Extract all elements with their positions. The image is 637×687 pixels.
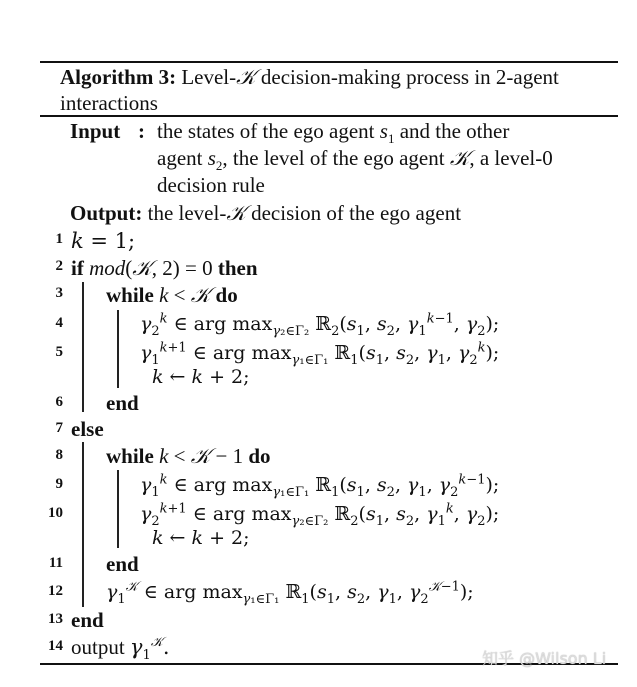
line-number: 6 [55, 394, 63, 410]
line-number: 13 [48, 611, 63, 627]
line-number: 3 [55, 285, 63, 301]
title-symbol: 𝒦 [236, 65, 256, 89]
line-number: 10 [48, 505, 63, 521]
while-block-bar-2 [117, 470, 119, 548]
line-7: else [71, 417, 104, 441]
algorithm-caption-line2: interactions [60, 91, 158, 115]
line-number: 8 [55, 447, 63, 463]
line-10b: k ← k + 2; [152, 527, 250, 549]
mid-rule [40, 115, 618, 117]
input-label: Input [70, 119, 121, 143]
while-block-bar-1 [117, 310, 119, 388]
title-part2: decision-making process in 2-agent [255, 65, 559, 89]
output-row: Output: the level-𝒦 decision of the ego agent [70, 201, 462, 225]
line-5b: k ← k + 2; [152, 366, 250, 388]
line-number: 5 [55, 344, 63, 360]
input-line-2: agent $s_2$, the level of the ego agent 𝒦, a level-0 [157, 146, 553, 174]
input-line-1: the states of the ego agent $s_1$ and the other [157, 119, 510, 147]
output-label: Output: [70, 201, 143, 225]
line-3: while k < 𝒦 do [106, 283, 238, 307]
line-number: 2 [55, 258, 63, 274]
line-number: 7 [55, 420, 63, 436]
line-5: $\gamma_1^{k+1}$ ∈ arg $\max_{\gamma_1\in\Gamma_1}$ $ℝ_1(s_1$, $s_2$, $\gamma_1$, $\gamma_2^k$); [140, 340, 500, 368]
if-block-bar [82, 282, 84, 412]
line-1: k = 1; [71, 229, 136, 253]
line-9: $\gamma_1^k$ ∈ arg $\max_{\gamma_1\in\Gamma_1}$ $ℝ_1(s_1$, $s_2$, $\gamma_1$, $\gamma_2^{k-1}$); [140, 472, 500, 500]
line-13: end [71, 608, 104, 632]
top-rule [40, 61, 618, 63]
input-line-3: decision rule [157, 173, 265, 197]
algorithm-label: Algorithm 3: [60, 65, 177, 89]
title-part1: Level- [181, 65, 237, 89]
line-12: $\gamma_1^𝒦$ ∈ arg $\max_{\gamma_1\in\Gamma_1}$ $ℝ_1(s_1$, $s_2$, $\gamma_1$, $\gamma_2^{𝒦-1}$); [106, 579, 474, 607]
line-6: end [106, 391, 139, 415]
else-block-bar [82, 442, 84, 607]
line-number: 9 [55, 476, 63, 492]
line-number: 4 [55, 315, 63, 331]
line-11: end [106, 552, 139, 576]
algorithm-caption [60, 64, 559, 90]
line-number: 14 [48, 638, 63, 654]
input-colon: : [138, 119, 145, 143]
watermark: 知乎 @Wilson Li [482, 649, 607, 668]
line-8: while k < 𝒦 − 1 do [106, 444, 271, 468]
line-2: if mod(𝒦, 2) = 0 then [71, 256, 258, 280]
line-14: output $\gamma_1^𝒦$. [71, 635, 170, 664]
line-number: 11 [48, 555, 63, 571]
line-10: $\gamma_2^{k+1}$ ∈ arg $\max_{\gamma_2\in\Gamma_2}$ $ℝ_2(s_1$, $s_2$, $\gamma_1^k$, $\gamma_2$); [140, 501, 500, 529]
line-number: 1 [55, 231, 63, 247]
line-4: $\gamma_2^k$ ∈ arg $\max_{\gamma_2\in\Gamma_2}$ $ℝ_2(s_1$, $s_2$, $\gamma_1^{k-1}$, $\gamma_2$); [140, 311, 500, 339]
line-number: 12 [48, 583, 63, 599]
